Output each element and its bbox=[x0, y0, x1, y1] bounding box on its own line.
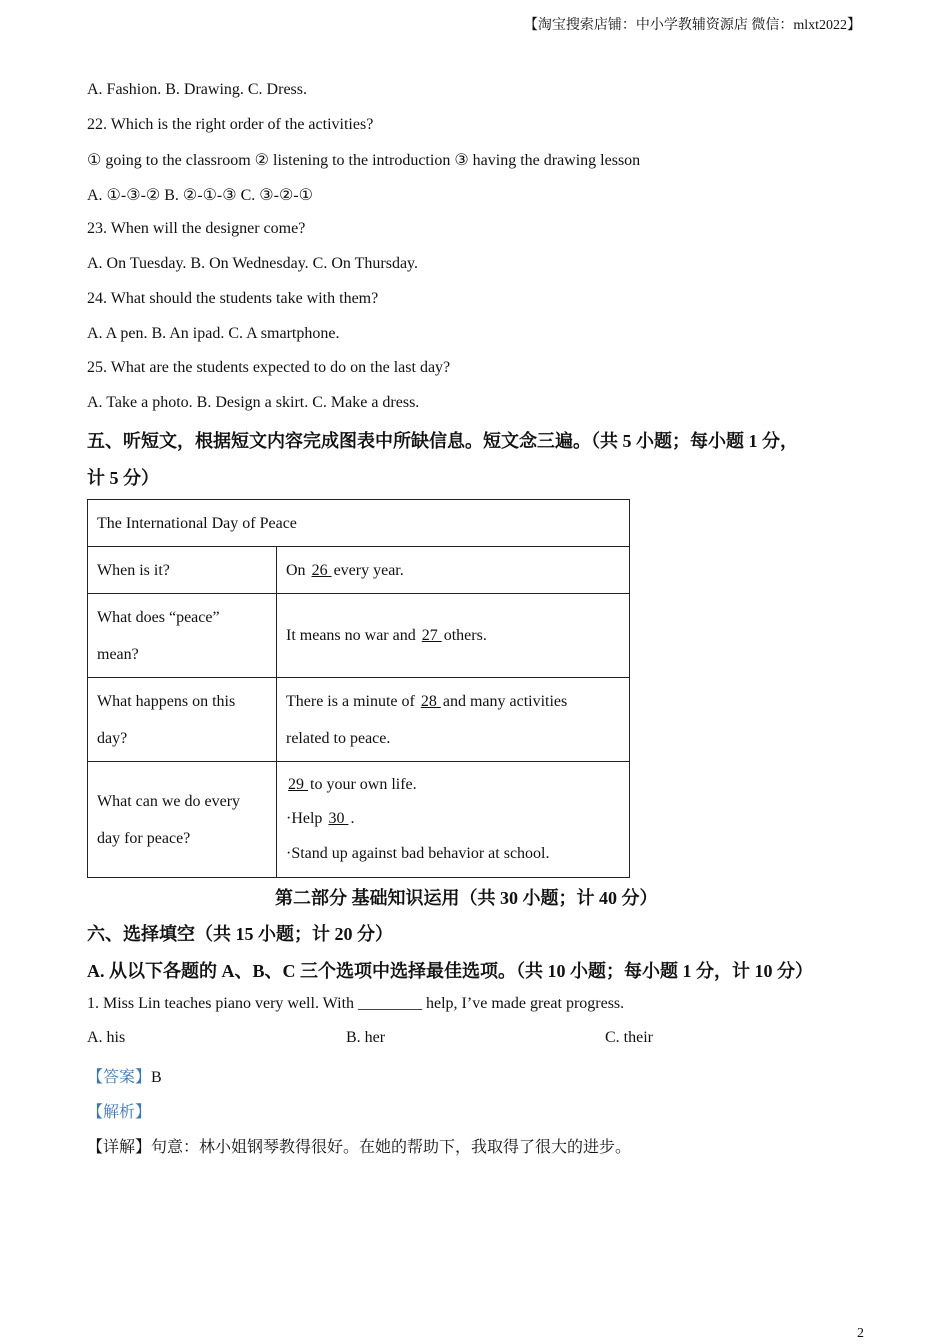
answer-line bbox=[87, 1064, 162, 1087]
section6-heading: 六、选择填空（共 15 小题；计 20 分） bbox=[87, 924, 393, 944]
blank-28: 28 bbox=[420, 692, 441, 710]
row1-question: When is it? bbox=[88, 547, 277, 594]
sectionA-heading: A. 从以下各题的 A、B、C 三个选项中选择最佳选项。（共 10 小题；每小题 1 分，计 10 分） bbox=[87, 961, 813, 981]
q22-items: ① going to the classroom ② listening to the introduction ③ having the drawing lesson bbox=[87, 152, 641, 169]
q1-option-c: C. their bbox=[605, 1029, 653, 1046]
blank-26: 26 bbox=[311, 561, 332, 579]
detail-line bbox=[87, 1134, 631, 1157]
answer-value: B bbox=[151, 1069, 162, 1086]
row4-answer: 29 to your own life. ·Help 30 . ·Stand up against bad behavior at school. bbox=[277, 762, 630, 878]
q25-options: A. Take a photo. B. Design a skirt. C. Make a dress. bbox=[87, 394, 420, 411]
row2-answer: It means no war and 27 others. bbox=[277, 594, 630, 678]
table-title: The International Day of Peace bbox=[88, 500, 630, 547]
detail-text: 句意：林小姐钢琴教得很好。在她的帮助下，我取得了很大的进步。 bbox=[151, 1139, 632, 1156]
page-number: 2 bbox=[857, 1326, 864, 1341]
q21-options: A. Fashion. B. Drawing. C. Dress. bbox=[87, 81, 307, 98]
q1-stem: 1. Miss Lin teaches piano very well. With ________ help, I’ve made great progress. bbox=[87, 995, 625, 1012]
q24-options: A. A pen. B. An ipad. C. A smartphone. bbox=[87, 325, 340, 342]
row4-question: What can we do every day for peace? bbox=[88, 762, 277, 878]
q1-option-b: B. her bbox=[346, 1029, 386, 1046]
row3-answer: There is a minute of 28 and many activities related to peace. bbox=[277, 678, 630, 762]
q22-stem: 22. Which is the right order of the activities? bbox=[87, 116, 374, 133]
q22-options: A. ①-③-② B. ②-①-③ C. ③-②-① bbox=[87, 187, 313, 204]
answer-label: 【答案】 bbox=[87, 1069, 152, 1086]
section5-heading-line1: 五、听短文，根据短文内容完成图表中所缺信息。短文念三遍。（共 5 小题；每小题 1 分， bbox=[87, 431, 798, 451]
row3-question: What happens on this day? bbox=[88, 678, 277, 762]
detail-label: 【详解】 bbox=[87, 1139, 152, 1156]
blank-27: 27 bbox=[421, 627, 442, 644]
section5-heading-line2: 计 5 分） bbox=[87, 468, 159, 488]
blank-30: 30 bbox=[328, 810, 349, 828]
row1-answer: On 26 every year. bbox=[277, 547, 630, 594]
blank-29: 29 bbox=[288, 775, 308, 793]
part2-title: 第二部分 基础知识运用（共 30 小题；计 40 分） bbox=[275, 888, 658, 908]
analysis-label: 【解析】 bbox=[87, 1104, 152, 1121]
q23-stem: 23. When will the designer come? bbox=[87, 220, 306, 237]
peace-day-info-table bbox=[87, 499, 630, 878]
q23-options: A. On Tuesday. B. On Wednesday. C. On Thursday. bbox=[87, 255, 418, 272]
q24-stem: 24. What should the students take with them? bbox=[87, 290, 379, 307]
page-header-shop-info: 【淘宝搜索店铺：中小学教辅资源店 微信：mlxt2022】 bbox=[523, 18, 861, 33]
q1-option-a: A. his bbox=[87, 1029, 126, 1046]
row2-question: What does “peace” mean? bbox=[88, 594, 277, 678]
q25-stem: 25. What are the students expected to do on the last day? bbox=[87, 359, 451, 376]
